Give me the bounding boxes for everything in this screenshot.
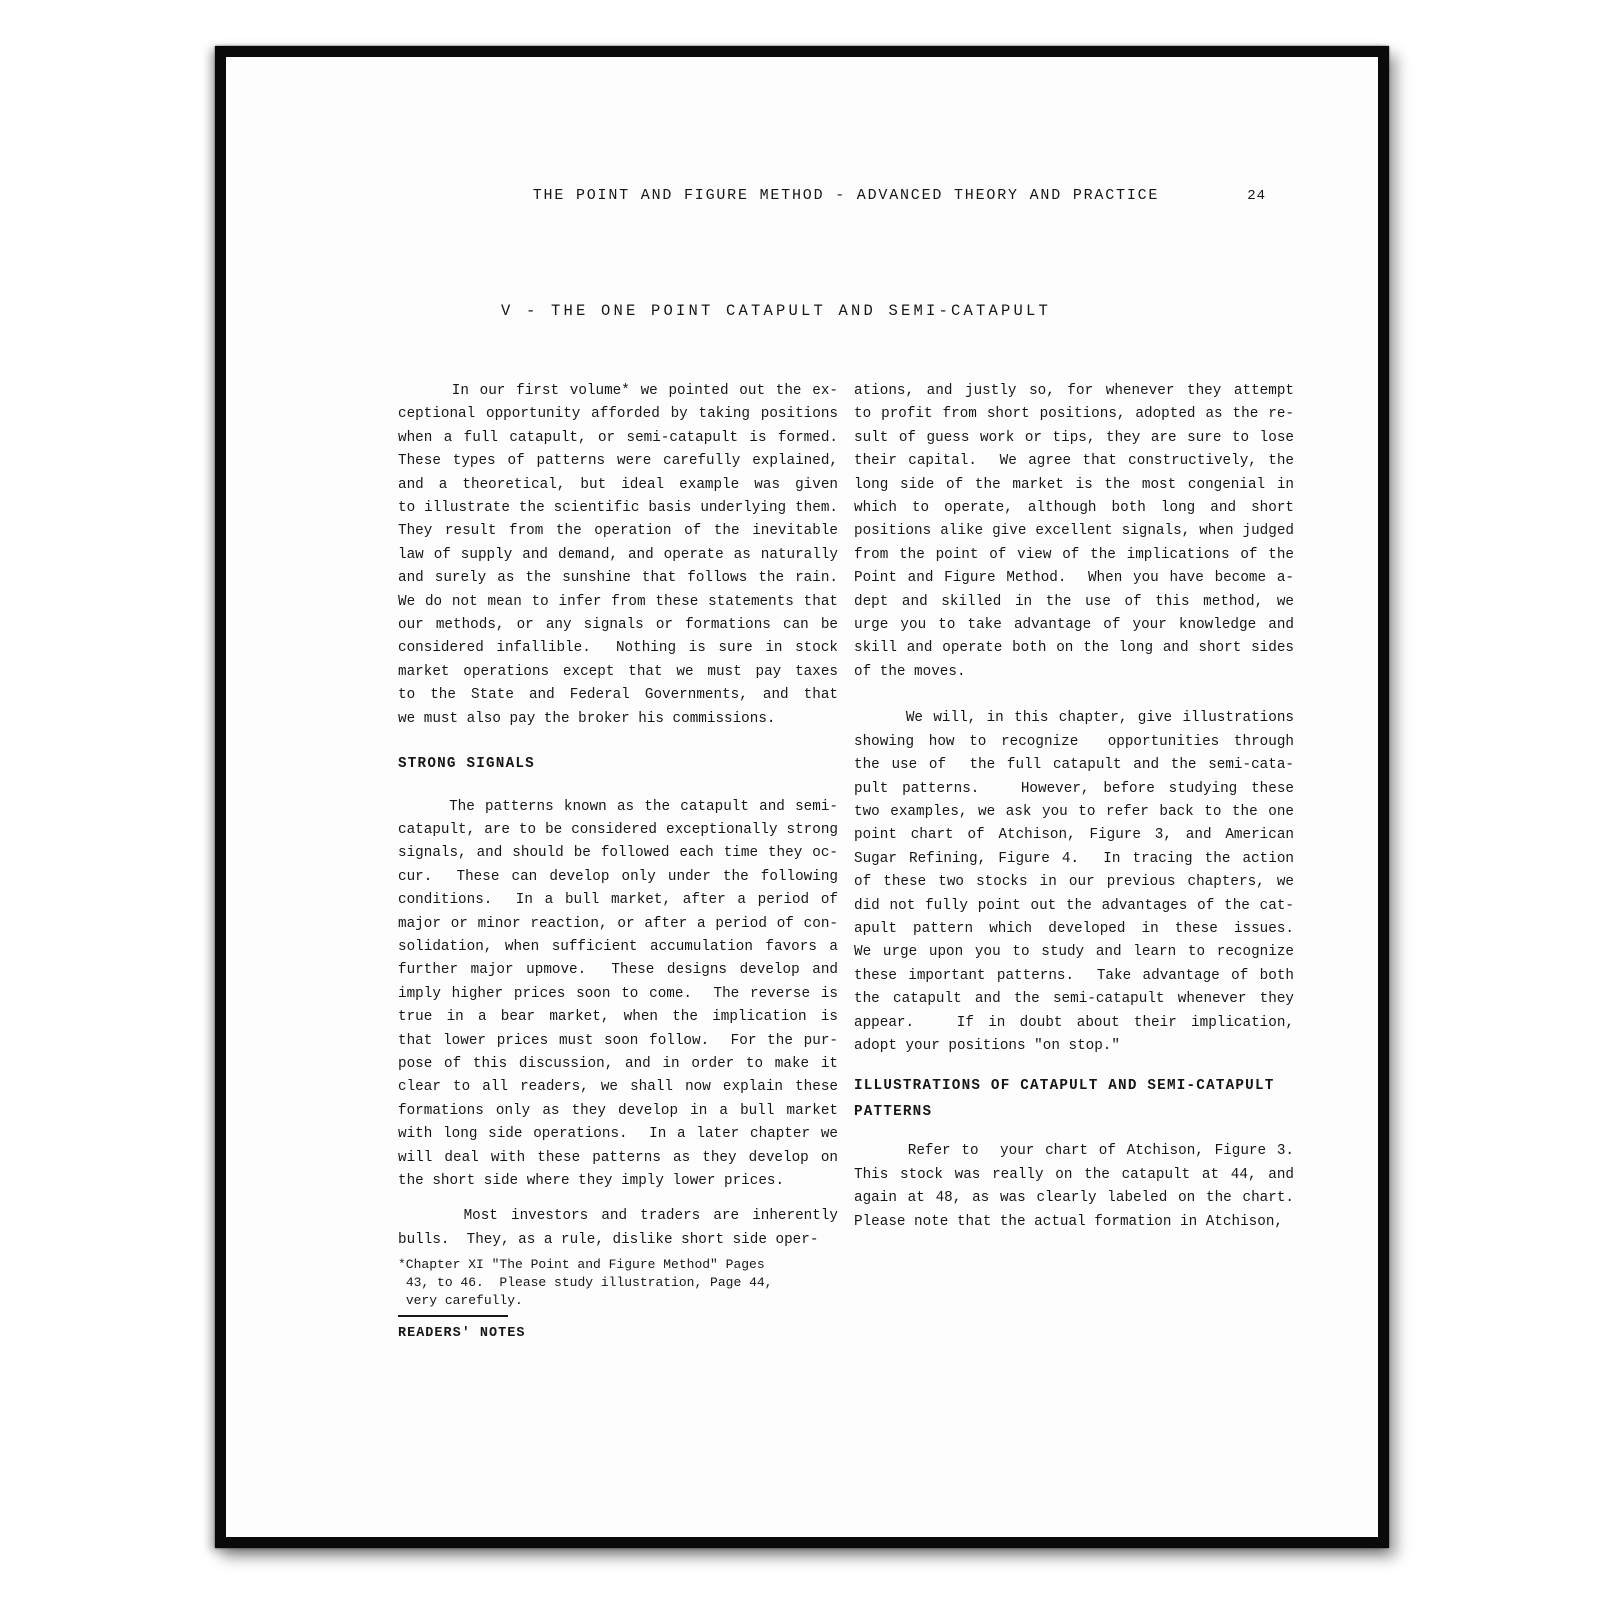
text-columns	[398, 380, 1294, 1341]
footnote: *Chapter XI "The Point and Figure Method" Pages 43, to 46. Please study illustration, Page 44, very carefully.	[398, 1257, 773, 1309]
paragraph-investors: Most investors and traders are inherently bulls. They, as a rule, dislike short side oper-	[398, 1208, 838, 1248]
left-column	[398, 380, 838, 1341]
chapter-title: V - THE ONE POINT CATAPULT AND SEMI-CATAPULT	[500, 302, 1052, 320]
page-content	[226, 57, 1378, 1341]
page-number: 24	[1247, 188, 1266, 204]
right-column	[854, 380, 1294, 1341]
footnote-rule	[398, 1315, 508, 1317]
section-heading-strong-signals: STRONG SIGNALS	[398, 756, 535, 773]
paragraph-continuation: ations, and justly so, for whenever they attempt to profit from short positions, adopted as the re- sult of guess work or tips, they are sure to lose their capital. We agree that constructively, the long side of the market is the most congenial in which to operate, although both long and short positions alike give excellent signals, when judged from the point of view of the implications of the Point and Figure Method. When you have become a- dept and skilled in the use of this method, we urge you to take advantage of your knowledge and skill and operate both on the long and short sides of the moves.	[854, 383, 1294, 680]
paragraph-intro: In our first volume* we pointed out the ex- ceptional opportunity afforded by taking positions when a full catapult, or semi-catapult is formed. These types of patterns were carefully explained, and a theoretical, but ideal example was given to illustrate the scientific basis underlying them. They result from the operation of the inevitable law of supply and demand, and operate as naturally and surely as the sunshine that follows the rain. We do not mean to infer from these statements that our methods, or any signals or formations can be considered infallible. Nothing is sure in stock market operations except that we must pay taxes to the State and Federal Governments, and that we must also pay the broker his commissions.	[398, 383, 838, 727]
running-header	[398, 187, 1294, 204]
readers-notes-label: READERS' NOTES	[398, 1326, 526, 1342]
scanned-page	[215, 46, 1389, 1548]
running-header-title: THE POINT AND FIGURE METHOD - ADVANCED THEORY AND PRACTICE	[532, 187, 1160, 204]
paragraph-strong-signals: The patterns known as the catapult and semi- catapult, are to be considered exceptionally strong signals, and should be followed each time they oc- cur. These can develop only under the following conditions. In a bull market, after a period of major or minor reaction, or after a period of con- solidation, when sufficient accumulation favors a further major upmove. These designs develop and imply higher prices soon to come. The reverse is true in a bear market, when the implication is that lower prices must soon follow. For the pur- pose of this discussion, and in order to make it clear to all readers, we shall now explain these formations only as they develop in a bull market with long side operations. In a later chapter we will deal with these patterns as they develop on the short side where they imply lower prices.	[398, 798, 838, 1189]
paragraph-chapter-plan: We will, in this chapter, give illustrations showing how to recognize opportunities through the use of the full catapult and the semi-cata- pult patterns. However, before studying these two examples, we ask you to refer back to the one point chart of Atchison, Figure 3, and American Sugar Refining, Figure 4. In tracing the action of these two stocks in our previous chapters, we did not fully point out the advantages of the cat- apult pattern which developed in these issues. We urge upon you to study and learn to recognize these important patterns. Take advantage of both the catapult and the semi-catapult whenever they appear. If in doubt about their implication, adopt your positions "on stop."	[854, 710, 1294, 1054]
section-heading-illustrations: ILLUSTRATIONS OF CATAPULT AND SEMI-CATAPULT PATTERNS	[854, 1078, 1275, 1121]
paragraph-refer-atchison: Refer to your chart of Atchison, Figure 3. This stock was really on the catapult at 44, and again at 48, as was clearly labeled on the chart. Please note that the actual formation in Atchison,	[854, 1143, 1294, 1230]
